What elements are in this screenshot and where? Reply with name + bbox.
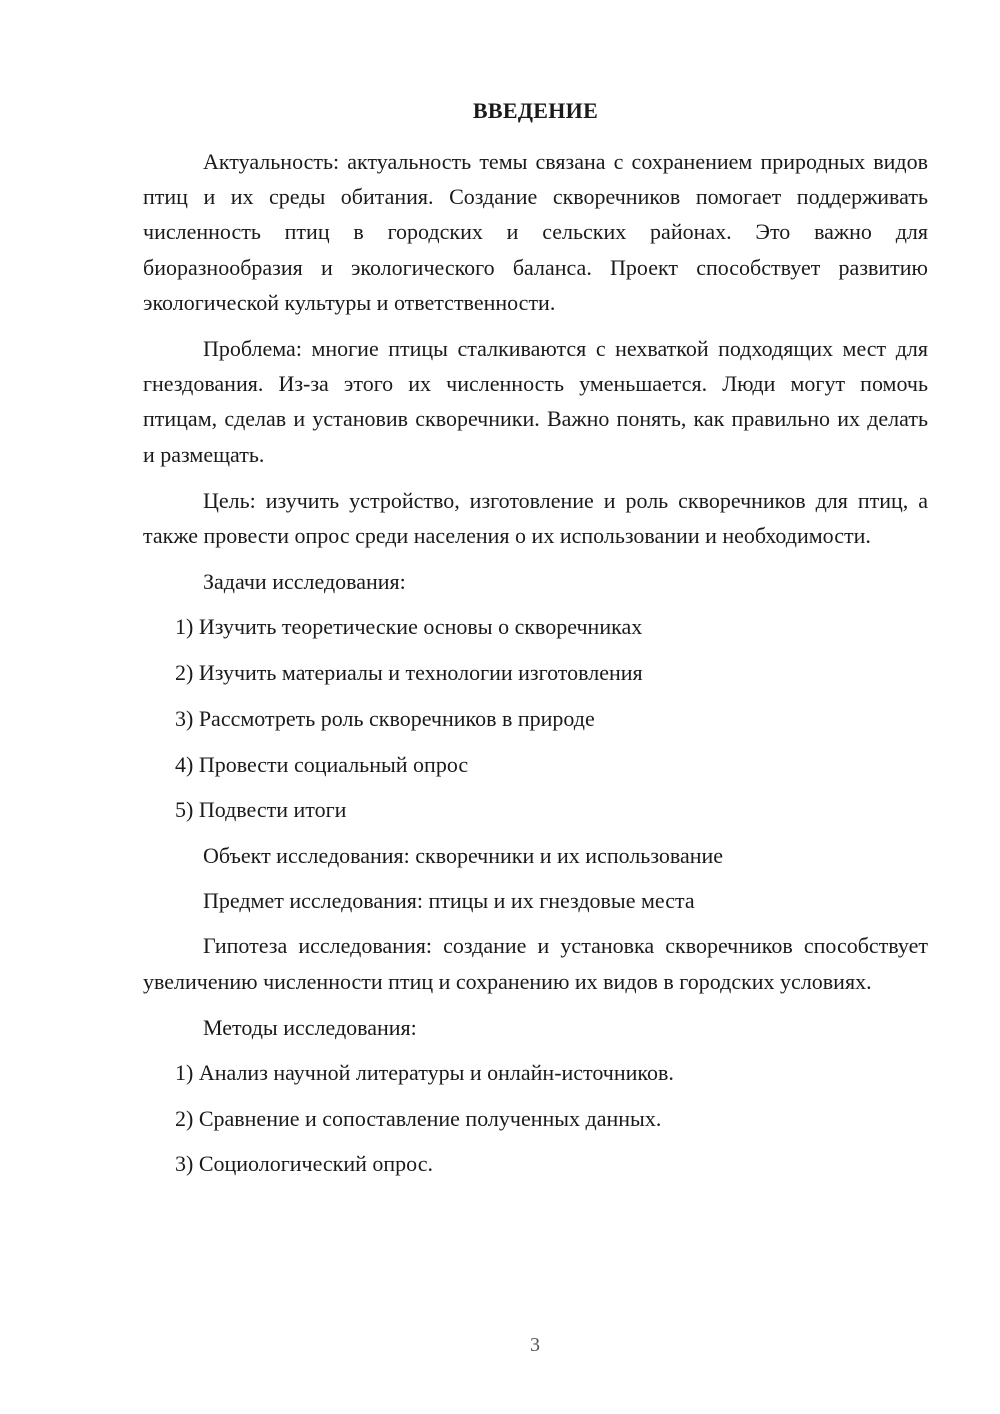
subject-paragraph: Предмет исследования: птицы и их гнездовые места: [203, 888, 695, 914]
methods-heading: Методы исследования:: [203, 1014, 417, 1040]
document-page: [143, 94, 928, 1192]
page-number: 3: [530, 1334, 540, 1356]
object-paragraph: Объект исследования: скворечники и их использование: [203, 842, 724, 868]
tasks-heading: Задачи исследования:: [203, 569, 406, 595]
method-item: 3) Социологический опрос.: [175, 1151, 433, 1177]
task-item: 2) Изучить материалы и технологии изготовления: [175, 660, 643, 686]
task-item: 5) Подвести итоги: [175, 797, 347, 823]
hypothesis-paragraph: Гипотеза исследования: создание и установка скворечников способствует увеличению численности птиц и сохранению их видов в городских условиях.: [143, 933, 928, 994]
task-item: 1) Изучить теоретические основы о скворечниках: [175, 614, 643, 640]
goal-paragraph: Цель: изучить устройство, изготовление и роль скворечников для птиц, а также провести опрос среди населения о их использовании и необходимости.: [143, 487, 928, 549]
task-item: 4) Провести социальный опрос: [175, 751, 469, 777]
section-title: ВВЕДЕНИЕ: [472, 98, 599, 123]
problem-paragraph: Проблема: многие птицы сталкиваются с нехваткой подходящих мест для гнездования. Из-за этого их численность уменьшается. Люди могут помочь птицам, сделав и установив скворечники. Важно понять, как правильно их делать и размещать.: [143, 336, 928, 467]
method-item: 1) Анализ научной литературы и онлайн-источников.: [175, 1059, 674, 1085]
relevance-paragraph: Актуальность: актуальность темы связана с сохранением природных видов птиц и их среды обитания. Создание скворечников помогает поддерживать численность птиц в городских и сельских районах. Это важно для биоразнообразия и экологического баланса. Проект способствует развитию экологической культуры и ответственности.: [143, 149, 928, 315]
task-item: 3) Рассмотреть роль скворечников в природе: [175, 705, 595, 731]
method-item: 2) Сравнение и сопоставление полученных данных.: [175, 1105, 662, 1131]
